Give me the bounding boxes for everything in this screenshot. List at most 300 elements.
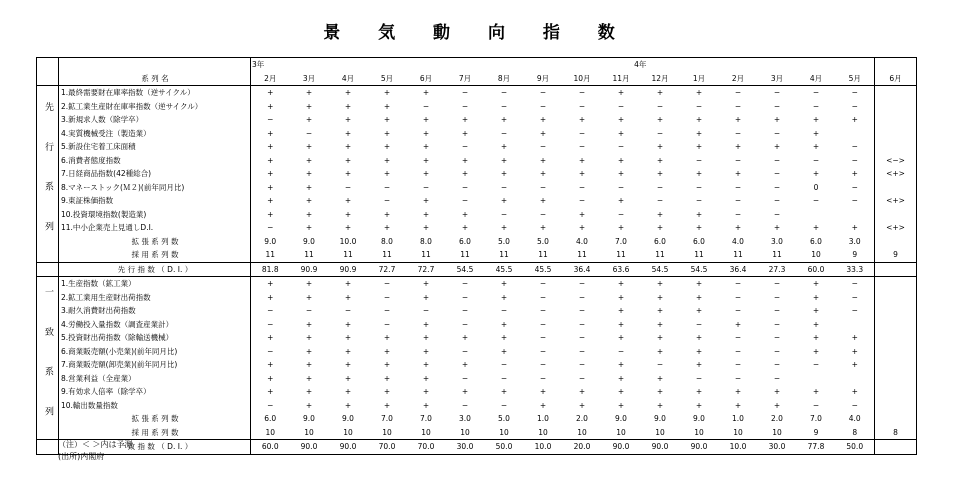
table-row [37, 127, 917, 141]
series-name: 1.最終需要財在庫率指数（逆サイクル） [59, 86, 251, 100]
series-name: 5.新設住宅着工床面積 [59, 140, 251, 154]
di-cell: 90.0 [641, 440, 680, 455]
summary-label: 拡 張 系 列 数 [59, 235, 251, 249]
value-cell: + [344, 169, 352, 179]
value-cell: + [812, 346, 820, 356]
value-cell: + [500, 115, 508, 125]
value-cell: + [578, 155, 586, 165]
summary-label: 採 用 系 列 数 [59, 248, 251, 262]
value-cell: − [461, 292, 469, 302]
footnotes [58, 439, 133, 463]
value-cell: − [734, 373, 742, 383]
value-cell: + [383, 360, 391, 370]
value-cell: + [383, 142, 391, 152]
di-cell: 20.0 [563, 440, 602, 455]
series-name: 10.輸出数量指数 [59, 399, 251, 413]
summary-cell: 6.0 [810, 236, 822, 246]
value-cell: − [500, 101, 508, 111]
di-cell: 90.9 [329, 262, 368, 277]
value-cell: − [734, 196, 742, 206]
value-cell: + [734, 400, 742, 410]
summary-cell: 6.0 [264, 414, 277, 424]
month-header: 7月 [446, 72, 485, 86]
value-cell [875, 208, 917, 222]
value-cell: + [539, 196, 547, 206]
value-cell: + [344, 292, 352, 302]
di-cell: 50.0 [836, 440, 875, 455]
value-cell: − [578, 292, 586, 302]
summary-cell: 7.0 [381, 414, 393, 424]
value-cell: − [500, 373, 508, 383]
table-row [37, 113, 917, 127]
di-cell: 77.8 [797, 440, 836, 455]
value-cell: + [344, 319, 352, 329]
table-row [37, 277, 917, 291]
series-name: 4.実質機械受注（製造業） [59, 127, 251, 141]
value-cell: − [734, 292, 742, 302]
value-cell: <+> [875, 167, 917, 181]
value-cell: − [773, 128, 781, 138]
value-cell: + [305, 279, 313, 289]
category-label: 先 行 系 列 [37, 86, 59, 263]
value-cell [836, 318, 875, 332]
summary-cell: 10 [304, 427, 314, 437]
value-cell: − [461, 373, 469, 383]
value-cell: + [344, 373, 352, 383]
value-cell: − [461, 142, 469, 152]
value-cell: + [305, 346, 313, 356]
summary-cell: 11 [421, 250, 431, 260]
value-cell [875, 345, 917, 359]
month-header: 11月 [602, 72, 641, 86]
di-cell: 50.0 [485, 440, 524, 455]
di-cell: 54.5 [446, 262, 485, 277]
summary-cell: 8.0 [381, 236, 393, 246]
value-cell: + [383, 128, 391, 138]
value-cell: − [539, 142, 547, 152]
value-cell: − [578, 142, 586, 152]
table-row [37, 208, 917, 222]
value-cell: + [422, 169, 430, 179]
value-cell: − [267, 319, 274, 329]
value-cell: + [617, 223, 625, 233]
value-cell [836, 372, 875, 386]
value-cell: + [305, 387, 313, 397]
expand-row [37, 412, 917, 426]
value-cell: − [500, 88, 508, 98]
value-cell: − [305, 128, 313, 138]
value-cell: + [617, 196, 625, 206]
value-cell: + [773, 223, 781, 233]
value-cell: <+> [875, 221, 917, 235]
value-cell: + [267, 169, 274, 179]
value-cell: + [656, 333, 664, 343]
value-cell: + [500, 196, 508, 206]
month-header: 4月 [797, 72, 836, 86]
value-cell: − [656, 360, 664, 370]
value-cell: − [344, 306, 352, 316]
value-cell: + [500, 279, 508, 289]
di-cell: 33.3 [836, 262, 875, 277]
di-corner [37, 262, 59, 277]
value-cell: − [383, 196, 391, 206]
value-cell: + [851, 115, 858, 125]
value-cell: − [461, 319, 469, 329]
value-cell: − [578, 306, 586, 316]
value-cell: + [344, 155, 352, 165]
table-row [37, 318, 917, 332]
value-cell: + [695, 306, 703, 316]
value-cell: + [656, 279, 664, 289]
value-cell: + [267, 196, 274, 206]
value-cell [875, 385, 917, 399]
summary-cell: 11 [460, 250, 470, 260]
value-cell: + [383, 223, 391, 233]
adopt-row [37, 248, 917, 262]
di-cell: 10.0 [719, 440, 758, 455]
value-cell: − [773, 346, 781, 356]
value-cell: + [267, 333, 274, 343]
value-cell: − [734, 306, 742, 316]
value-cell: − [422, 101, 430, 111]
value-cell [875, 304, 917, 318]
series-name: 8.マネーストック(Ｍ２)(前年同月比) [59, 181, 251, 195]
summary-cell: 5.0 [498, 236, 510, 246]
value-cell: + [656, 306, 664, 316]
summary-cell: 8 [852, 427, 858, 437]
header-corner [37, 58, 59, 72]
value-cell: − [695, 101, 703, 111]
value-cell: + [461, 209, 469, 219]
summary-cell: 10 [772, 427, 782, 437]
di-corner [37, 440, 59, 455]
value-cell: + [578, 223, 586, 233]
month-header: 12月 [641, 72, 680, 86]
value-cell: − [617, 142, 625, 152]
value-cell: + [305, 400, 313, 410]
di-cell: 10.0 [524, 440, 563, 455]
value-cell: − [734, 88, 742, 98]
value-cell: − [461, 88, 469, 98]
value-cell: + [578, 387, 586, 397]
value-cell: + [851, 387, 858, 397]
value-cell: + [267, 387, 274, 397]
value-cell: − [267, 346, 274, 356]
value-cell: + [461, 360, 469, 370]
value-cell: + [617, 88, 625, 98]
value-cell: − [461, 101, 469, 111]
di-cell: 27.3 [758, 262, 797, 277]
di-cell: 30.0 [758, 440, 797, 455]
value-cell: + [617, 400, 625, 410]
series-name-header: 系 列 名 [59, 72, 251, 86]
value-cell: + [344, 360, 352, 370]
summary-cell: 11 [265, 250, 276, 260]
value-cell: − [500, 400, 508, 410]
value-cell: + [617, 292, 625, 302]
summary-cell: 6.0 [693, 236, 705, 246]
summary-cell: 9.0 [615, 414, 627, 424]
value-cell: + [344, 88, 352, 98]
summary-cell: 11 [538, 250, 548, 260]
di-cell: 45.5 [485, 262, 524, 277]
value-cell: − [773, 196, 781, 206]
table-row [37, 221, 917, 235]
value-cell: + [422, 292, 430, 302]
value-cell: − [383, 306, 391, 316]
value-cell: + [812, 115, 820, 125]
value-cell: + [267, 142, 274, 152]
value-cell: + [422, 319, 430, 329]
value-cell [875, 86, 917, 100]
value-cell: − [500, 182, 508, 192]
table-row [37, 100, 917, 114]
value-cell: + [812, 279, 820, 289]
value-cell: − [773, 360, 781, 370]
value-cell: + [383, 115, 391, 125]
value-cell [875, 399, 917, 413]
adopt-row [37, 426, 917, 440]
value-cell: − [461, 182, 469, 192]
summary-cell: 10 [499, 427, 509, 437]
summary-cell: 3.0 [459, 414, 471, 424]
value-cell: + [617, 128, 625, 138]
value-cell: + [500, 223, 508, 233]
value-cell: − [851, 400, 858, 410]
value-cell: + [344, 142, 352, 152]
value-cell: − [500, 128, 508, 138]
value-cell [875, 277, 917, 291]
value-cell: − [851, 142, 858, 152]
value-cell: + [656, 155, 664, 165]
value-cell: − [851, 155, 858, 165]
value-cell: + [344, 209, 352, 219]
index-table [36, 57, 917, 455]
value-cell: + [422, 387, 430, 397]
value-cell: + [539, 115, 547, 125]
di-cell: 54.5 [641, 262, 680, 277]
value-cell: − [773, 101, 781, 111]
month-header: 2月 [719, 72, 758, 86]
value-cell: − [461, 196, 469, 206]
value-cell: + [305, 169, 313, 179]
value-cell: + [383, 88, 391, 98]
value-cell: + [500, 333, 508, 343]
summary-cell: 8 [875, 426, 917, 440]
month-header: 5月 [368, 72, 407, 86]
value-cell: + [422, 333, 430, 343]
value-cell: + [461, 155, 469, 165]
value-cell: − [578, 346, 586, 356]
value-cell: + [461, 333, 469, 343]
summary-cell: 10 [538, 427, 548, 437]
di-cell: 90.9 [290, 262, 329, 277]
summary-cell: 11 [343, 250, 353, 260]
month-header: 8月 [485, 72, 524, 86]
month-header: 6月 [875, 72, 917, 86]
summary-cell: 3.0 [848, 236, 861, 246]
value-cell: − [461, 306, 469, 316]
summary-cell: 2.0 [576, 414, 588, 424]
month-header: 3月 [758, 72, 797, 86]
value-cell: + [344, 223, 352, 233]
di-cell: 90.0 [602, 440, 641, 455]
value-cell: + [578, 209, 586, 219]
summary-cell: 7.0 [420, 414, 432, 424]
value-cell: + [267, 155, 274, 165]
summary-cell: 4.0 [576, 236, 588, 246]
di-cell [875, 262, 917, 277]
value-cell: − [578, 360, 586, 370]
value-cell: + [656, 373, 664, 383]
value-cell: + [851, 333, 858, 343]
value-cell: − [578, 319, 586, 329]
value-cell [797, 372, 836, 386]
summary-cell: 9.0 [693, 414, 705, 424]
value-cell: − [851, 279, 858, 289]
value-cell: − [422, 182, 430, 192]
value-cell: − [851, 88, 858, 98]
value-cell: + [305, 360, 313, 370]
value-cell [875, 358, 917, 372]
value-cell: + [656, 292, 664, 302]
value-cell: + [344, 128, 352, 138]
value-cell: − [267, 306, 274, 316]
summary-cell: 5.0 [498, 414, 510, 424]
value-cell: − [695, 319, 703, 329]
value-cell: − [695, 373, 703, 383]
series-name: 9.有効求人倍率（除学卒） [59, 385, 251, 399]
series-name: 8.営業利益（全産業） [59, 372, 251, 386]
summary-cell: 9.0 [264, 236, 277, 246]
series-name: 7.日経商品指数(42種総合) [59, 167, 251, 181]
summary-cell: 7.0 [615, 236, 627, 246]
month-header: 6月 [407, 72, 446, 86]
value-cell: + [812, 223, 820, 233]
table-row [37, 358, 917, 372]
value-cell: + [812, 306, 820, 316]
value-cell: − [305, 306, 313, 316]
value-cell: + [383, 346, 391, 356]
value-cell: − [578, 196, 586, 206]
value-cell: − [539, 373, 547, 383]
value-cell: − [851, 182, 858, 192]
summary-cell: 11 [304, 250, 314, 260]
value-cell: + [539, 128, 547, 138]
di-cell: 36.4 [719, 262, 758, 277]
value-cell: − [812, 400, 820, 410]
value-cell: − [812, 155, 820, 165]
value-cell: + [578, 115, 586, 125]
value-cell: − [383, 182, 391, 192]
value-cell: + [461, 169, 469, 179]
value-cell: + [695, 346, 703, 356]
value-cell: + [383, 387, 391, 397]
value-cell: + [734, 387, 742, 397]
value-cell: − [539, 333, 547, 343]
di-label: 一 致 指 数 （ D. I. ） [59, 440, 251, 455]
summary-cell: 1.0 [732, 414, 744, 424]
value-cell: + [578, 169, 586, 179]
month-header: 10月 [563, 72, 602, 86]
value-cell: − [578, 373, 586, 383]
value-cell: − [773, 306, 781, 316]
di-cell: 63.6 [602, 262, 641, 277]
summary-cell: 10 [265, 427, 276, 437]
series-name: 3.耐久消費財出荷指数 [59, 304, 251, 318]
di-cell: 54.5 [680, 262, 719, 277]
value-cell: + [422, 115, 430, 125]
value-cell: + [267, 128, 274, 138]
value-cell: − [383, 279, 391, 289]
value-cell: − [773, 279, 781, 289]
value-cell: + [500, 387, 508, 397]
summary-cell: 6.0 [459, 236, 471, 246]
note-source: (出所)内閣府 [58, 452, 105, 461]
value-cell: − [539, 101, 547, 111]
series-name: 2.鉱工業生産財在庫率指数（逆サイクル） [59, 100, 251, 114]
value-cell: + [695, 209, 703, 219]
value-cell [875, 140, 917, 154]
summary-cell: 10 [382, 427, 392, 437]
value-cell: + [734, 115, 742, 125]
value-cell: − [539, 88, 547, 98]
value-cell: + [617, 279, 625, 289]
value-cell: + [267, 279, 274, 289]
summary-cell: 9.0 [303, 236, 315, 246]
summary-cell: 9 [852, 250, 858, 260]
value-cell: + [695, 169, 703, 179]
summary-cell: 10.0 [339, 236, 357, 246]
value-cell: + [539, 387, 547, 397]
value-cell [875, 181, 917, 195]
header-month-row [37, 72, 917, 86]
di-row [37, 262, 917, 277]
value-cell: + [422, 400, 430, 410]
value-cell: + [812, 169, 820, 179]
value-cell: − [773, 292, 781, 302]
value-cell: + [695, 333, 703, 343]
table-row [37, 154, 917, 168]
value-cell: + [305, 319, 313, 329]
value-cell: + [812, 319, 820, 329]
value-cell: + [422, 279, 430, 289]
value-cell: − [812, 88, 820, 98]
year-label: 4年 [407, 58, 875, 72]
value-cell: + [812, 387, 820, 397]
month-header: 4月 [329, 72, 368, 86]
series-name: 7.商業販売額(卸売業)(前年同月比) [59, 358, 251, 372]
di-cell: 90.0 [329, 440, 368, 455]
di-cell: 72.7 [407, 262, 446, 277]
value-cell: − [578, 279, 586, 289]
value-cell: + [773, 400, 781, 410]
value-cell: + [851, 223, 858, 233]
value-cell: + [695, 115, 703, 125]
value-cell: − [656, 182, 664, 192]
value-cell: + [734, 319, 742, 329]
value-cell: − [773, 333, 781, 343]
value-cell: + [422, 346, 430, 356]
value-cell: − [773, 182, 781, 192]
value-cell: + [383, 101, 391, 111]
summary-cell: 10 [577, 427, 587, 437]
value-cell: + [539, 223, 547, 233]
value-cell: + [617, 387, 625, 397]
value-cell: + [267, 101, 274, 111]
series-name: 1.生産指数（鉱工業） [59, 277, 251, 291]
value-cell: − [734, 360, 742, 370]
